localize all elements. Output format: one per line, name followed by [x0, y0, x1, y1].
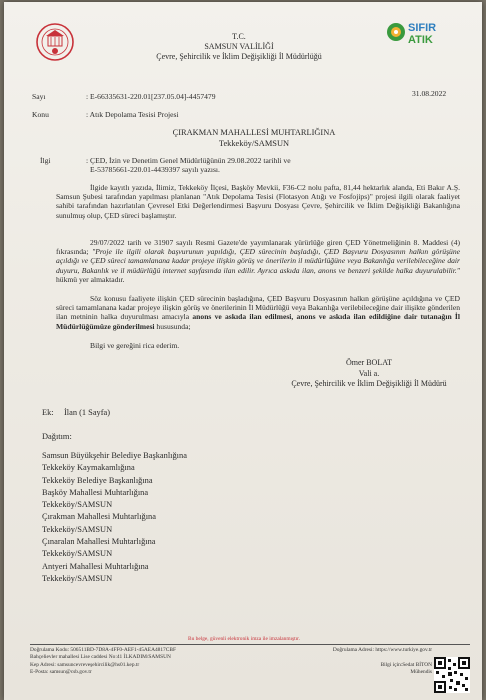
distribution-item: Tekkeköy/SAMSUN — [42, 524, 113, 534]
distribution-item: Çınaralan Mahallesi Muhtarlığına — [42, 537, 156, 547]
footer-verify: Doğrulama Adresi: https://www.turkiye.gov.tr — [332, 647, 432, 653]
sayi-label: Sayı — [32, 92, 46, 101]
recipient-line2: Tekkeköy/SAMSUN — [218, 139, 290, 148]
distribution-list — [42, 450, 342, 585]
sayi-value: : E-66335631-220.01[237.05.04]-4457479 — [86, 92, 216, 101]
document-page — [4, 2, 482, 700]
distribution-item: Başköy Mahallesi Muhtarlığına — [42, 487, 149, 497]
signature-block — [254, 358, 482, 390]
paragraph-3-bold: anons ve askıda ilan edilmesi, anons ve askıda ilan edildiğine dair tutanağın İl Müdürlüğümüze gönderilmesi — [56, 312, 460, 331]
signature-title2: Çevre, Şehircilik ve İklim Değişikliği İl Müdürü — [291, 379, 447, 389]
footer-divider — [30, 644, 470, 645]
letterhead-tc: T.C. — [232, 32, 246, 41]
logo-text-2: ATIK — [408, 34, 433, 46]
distribution-item: Tekkeköy/SAMSUN — [42, 549, 113, 559]
footer-role: Mühendis — [410, 669, 432, 676]
zero-waste-logo — [384, 16, 444, 56]
attachments-label: Ek: — [42, 408, 54, 417]
ilgi-label: İlgi — [40, 156, 51, 165]
footer-right — [282, 647, 432, 677]
paragraph-1: İlgide kayıtlı yazıda, İlimiz, Tekkeköy İlçesi, Başköy Mevkii, F36-C2 nolu pafta, 81,44 hektarlık alanda, Eti Bakır A.Ş. Samsun Şubesi tarafından yapılması planlanan "Atık Depolama Tesisi (Flotasyon Atığı ve Fosfojips)" projesi ilgili olarak faaliyet sahibi tarafından hazırlatılan Çevresel Etki Değerlendirmesi Başvuru Dosyası Çevre, Şehircilik ve İklim Değişikliği Bakanlığına sunulmuş olup, ÇED süreci başlamıştır. — [56, 183, 460, 220]
konu-label: Konu — [32, 110, 49, 119]
distribution-item: Tekkeköy/SAMSUN — [42, 573, 113, 583]
footer-email: E-Posta: samsun@csb.gov.tr — [30, 669, 92, 676]
paragraph-2 — [56, 238, 460, 284]
letterhead-governor: SAMSUN VALİLİĞİ — [204, 42, 274, 51]
distribution-item: Samsun Büyükşehir Belediye Başkanlığına — [42, 451, 187, 460]
footer-contact: Bilgi için:Sedat BİTON — [380, 661, 432, 668]
paragraph-2-normal: 29/07/2022 tarih ve 31907 sayılı Resmi Gazete'de yayımlanarak yürürlüğe giren ÇED Yönetmeliğinin 8. Maddesi (4) fıkrasında; — [56, 238, 460, 257]
paragraph-3 — [56, 294, 460, 331]
paragraph-2-end: hükmü yer almaktadır. — [56, 274, 125, 284]
distribution-item: Tekkeköy Kaymakamlığına — [42, 463, 135, 473]
distribution-item: Çırakman Mahallesi Muhtarlığına — [42, 512, 156, 522]
qr-code-icon — [434, 657, 470, 693]
ilgi-text — [86, 156, 466, 174]
paragraph-3-normal: Söz konusu faaliyete ilişkin ÇED sürecinin başladığına, ÇED Başvuru Dosyasının halkın görüşüne açıldığına ve ÇED süreci tamamlanana kadar projeye ilişkin görüş ve önerilerinin İl Müdürlüğü veya Bakanlığa verilebileceğine dair ilişikte gönderilen ilan metninin halka duyurulması amacıyla — [56, 294, 460, 322]
footer-kep: Kep Adresi: samsuncevreveşehircilik@hs01.kep.tr — [30, 661, 140, 668]
esign-note: Bu belge, güvenli elektronik imza ile imzalanmıştır. — [188, 636, 300, 642]
distribution-item: Antyeri Mahallesi Muhtarlığına — [42, 561, 149, 571]
letterhead-directorate: Çevre, Şehircilik ve İklim Değişikliği İl Müdürlüğü — [156, 52, 322, 61]
signature-name: Ömer BOLAT — [346, 358, 392, 367]
footer-address: Bahçelievler mahallesi Lise caddesi No:41 İLKADIM/SAMSUN — [30, 654, 171, 661]
ilgi-line1: : ÇED, İzin ve Denetim Genel Müdürlüğünün 29.08.2022 tarihli ve — [86, 156, 291, 165]
recipient-line1: ÇIRAKMAN MAHALLESİ MUHTARLIĞINA — [172, 128, 336, 137]
paragraph-3-end: hususunda; — [154, 321, 191, 331]
attachments-value: İlan (1 Sayfa) — [64, 408, 111, 417]
konu-value: : Atık Depolama Tesisi Projesi — [86, 110, 179, 119]
footer-code: Doğrulama Kodu: 506511BD-7D8A-4FF0-AEF1-45AEA4817CBF — [30, 647, 176, 653]
closing-line: Bilgi ve gereğini rica ederim. — [90, 341, 180, 350]
ilgi-line2: E-53785661-220.01-4439397 sayılı yazısı. — [90, 165, 220, 175]
logo-text-1: SIFIR — [408, 22, 437, 34]
letterhead — [104, 32, 374, 62]
distribution-label: Dağıtım: — [42, 432, 72, 441]
paragraph-2-quote: "Proje ile ilgili olarak başvurunun yapıldığı, ÇED sürecinin başladığı, ÇED Başvuru Dosyasının halkın görüşüne açıldığı ve ÇED süreci tamamlanana kadar projeye ilişkin görüş ve önerilerin il müdürlüğüne veya Bakanlığa verilebileceğine dair duyuru, Bakanlık ve il müdürlüğü internet sayfasında ilan edilir. Ayrıca askıda ilan, anons ve benzeri şekilde halka duyurulabilir." — [56, 247, 460, 275]
distribution-item: Tekkeköy/SAMSUN — [42, 500, 113, 510]
recipient — [104, 127, 404, 149]
ministry-emblem — [34, 20, 76, 66]
distribution-item: Tekkeköy Belediye Başkanlığına — [42, 475, 153, 485]
footer-left — [30, 647, 176, 677]
signature-title1: Vali a. — [358, 368, 380, 378]
document-date: 31.08.2022 — [412, 89, 447, 98]
